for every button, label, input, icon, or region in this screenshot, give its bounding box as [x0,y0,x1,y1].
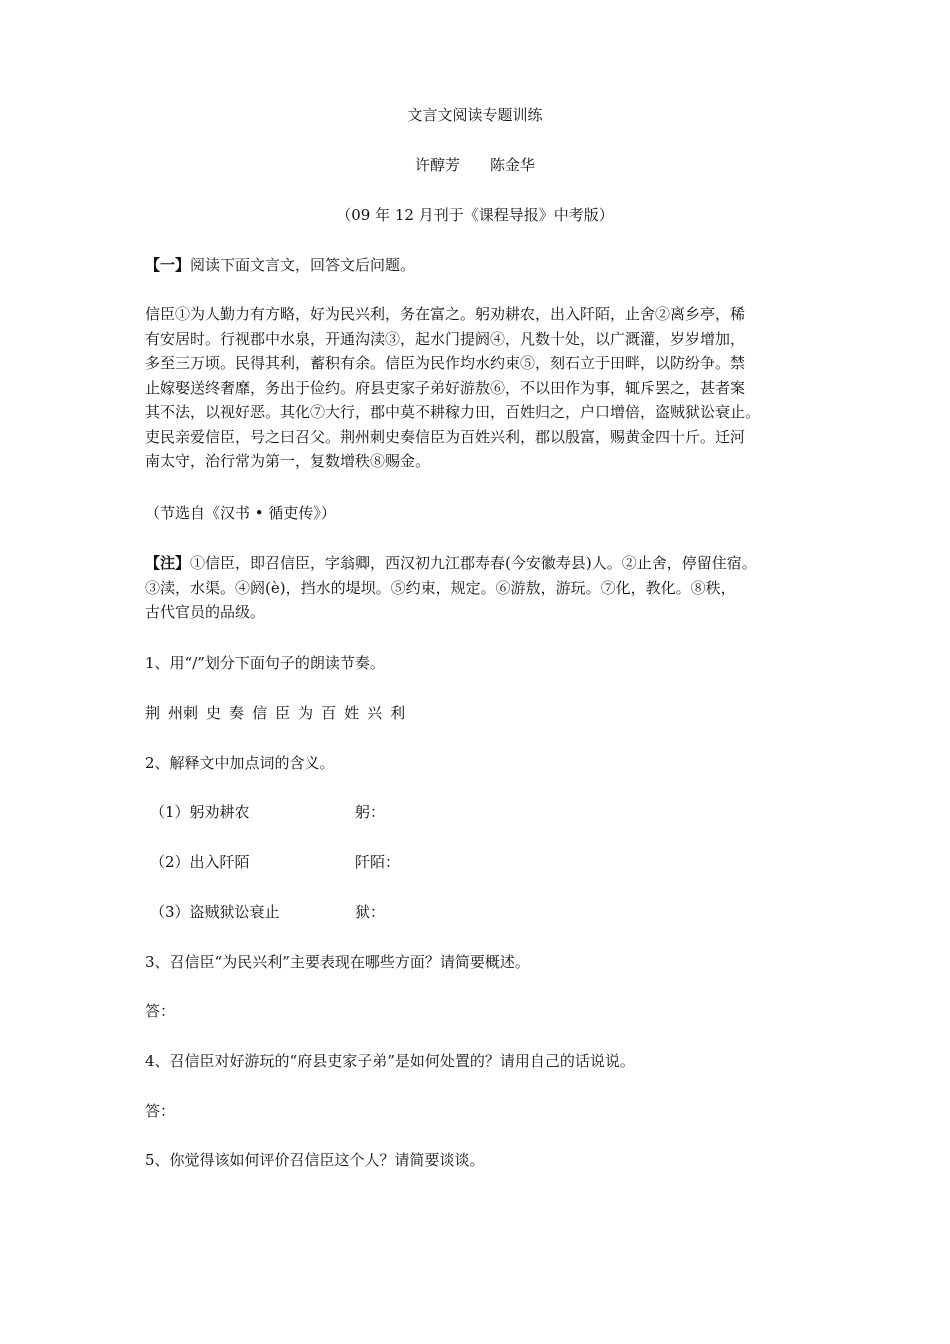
classical-passage [145,302,825,474]
passage-line: 吏民亲爱信臣，号之曰召父。荆州刺史奏信臣为百姓兴利，郡以殷富，赐黄金四十斤。迁河 [145,427,746,446]
sentence-char: 荆 [145,704,161,722]
passage-source: （节选自《汉书 • 循吏传》） [145,504,336,522]
publication-note: （09 年 12 月刊于《课程导报》中考版） [336,206,614,224]
sentence-char: 百 [321,704,337,722]
sentence-char: 信 [252,704,268,722]
question-4: 4、召信臣对好游玩的“府县吏家子弟”是如何处置的？请用自己的话说说。 [145,1052,635,1070]
sentence-char: 利 [390,704,406,722]
q2-item-label: （1）躬劝耕农 [150,803,250,821]
rhythm-sentence [145,702,413,723]
section-heading [145,254,415,275]
q2-item-term: 躬： [355,803,386,821]
note-line: 古代官员的品级。 [145,603,266,621]
q2-item-term: 狱： [355,903,386,921]
passage-line: 南太守，治行常为第一，复数增秩⑧赐金。 [145,452,431,470]
passage-line: 止嫁娶送终奢靡，务出于俭约。府县吏家子弟好游敖⑥，不以田作为事，辄斥罢之，甚者案 [145,378,746,397]
passage-line: 其不法，以视好恶。其化⑦大行，郡中莫不耕稼力田，百姓归之，户口增倍，盗贼狱讼衰止。 [145,403,761,421]
author-name: 许醇芳 [414,156,460,174]
q2-item-label: （3）盗贼狱讼衰止 [150,903,280,921]
sentence-char: 州刺 [168,704,199,722]
note-marker: 【注】 [145,554,191,572]
sentence-char: 姓 [344,704,360,722]
author-name: 陈金华 [490,156,536,174]
sentence-char: 为 [298,704,314,722]
note-text: ①信臣，即召信臣，字翁卿，西汉初九江郡寿春(今安徽寿县)人。②止舍，停留住宿。 [190,554,757,572]
question-2: 2、解释文中加点词的含义。 [145,754,335,772]
document-title: 文言文阅读专题训练 [407,106,543,124]
note-line: ③渎，水渠。④阏(è)，挡水的堤坝。⑤约束，规定。⑥游敖，游玩。⑦化，教化。⑧秩， [145,578,736,597]
section-marker: 【一】 [145,256,191,274]
question-3: 3、召信臣“为民兴利”主要表现在哪些方面？请简要概述。 [145,953,530,971]
note-line [145,551,835,576]
answer-label: 答： [145,1002,176,1020]
q2-item-label: （2）出入阡陌 [150,853,250,871]
passage-line: 有安居时。行视郡中水泉，开通沟渎③，起水门提阏④，凡数十处，以广溉灌，岁岁增加， [145,329,746,348]
annotations [145,551,835,625]
sentence-char: 史 [206,704,222,722]
sentence-char: 兴 [367,704,383,722]
authors-line [0,154,950,175]
question-1: 1、用“/”划分下面句子的朗读节奏。 [145,654,385,672]
sentence-char: 臣 [275,704,291,722]
passage-line: 多至三万顷。民得其利，蓄积有余。信臣为民作均水约束⑤，刻石立于田畔，以防纷争。禁 [145,354,746,372]
q2-item-term: 阡陌： [355,853,401,871]
sentence-char: 奏 [229,704,245,722]
section-instruction: 阅读下面文言文，回答文后问题。 [190,256,416,274]
passage-line: 信臣①为人勤力有方略，好为民兴利，务在富之。躬劝耕农，出入阡陌，止舍②离乡亭，稀 [145,305,746,323]
question-5: 5、你觉得该如何评价召信臣这个人？请简要谈谈。 [145,1151,485,1169]
answer-label: 答： [145,1102,176,1120]
